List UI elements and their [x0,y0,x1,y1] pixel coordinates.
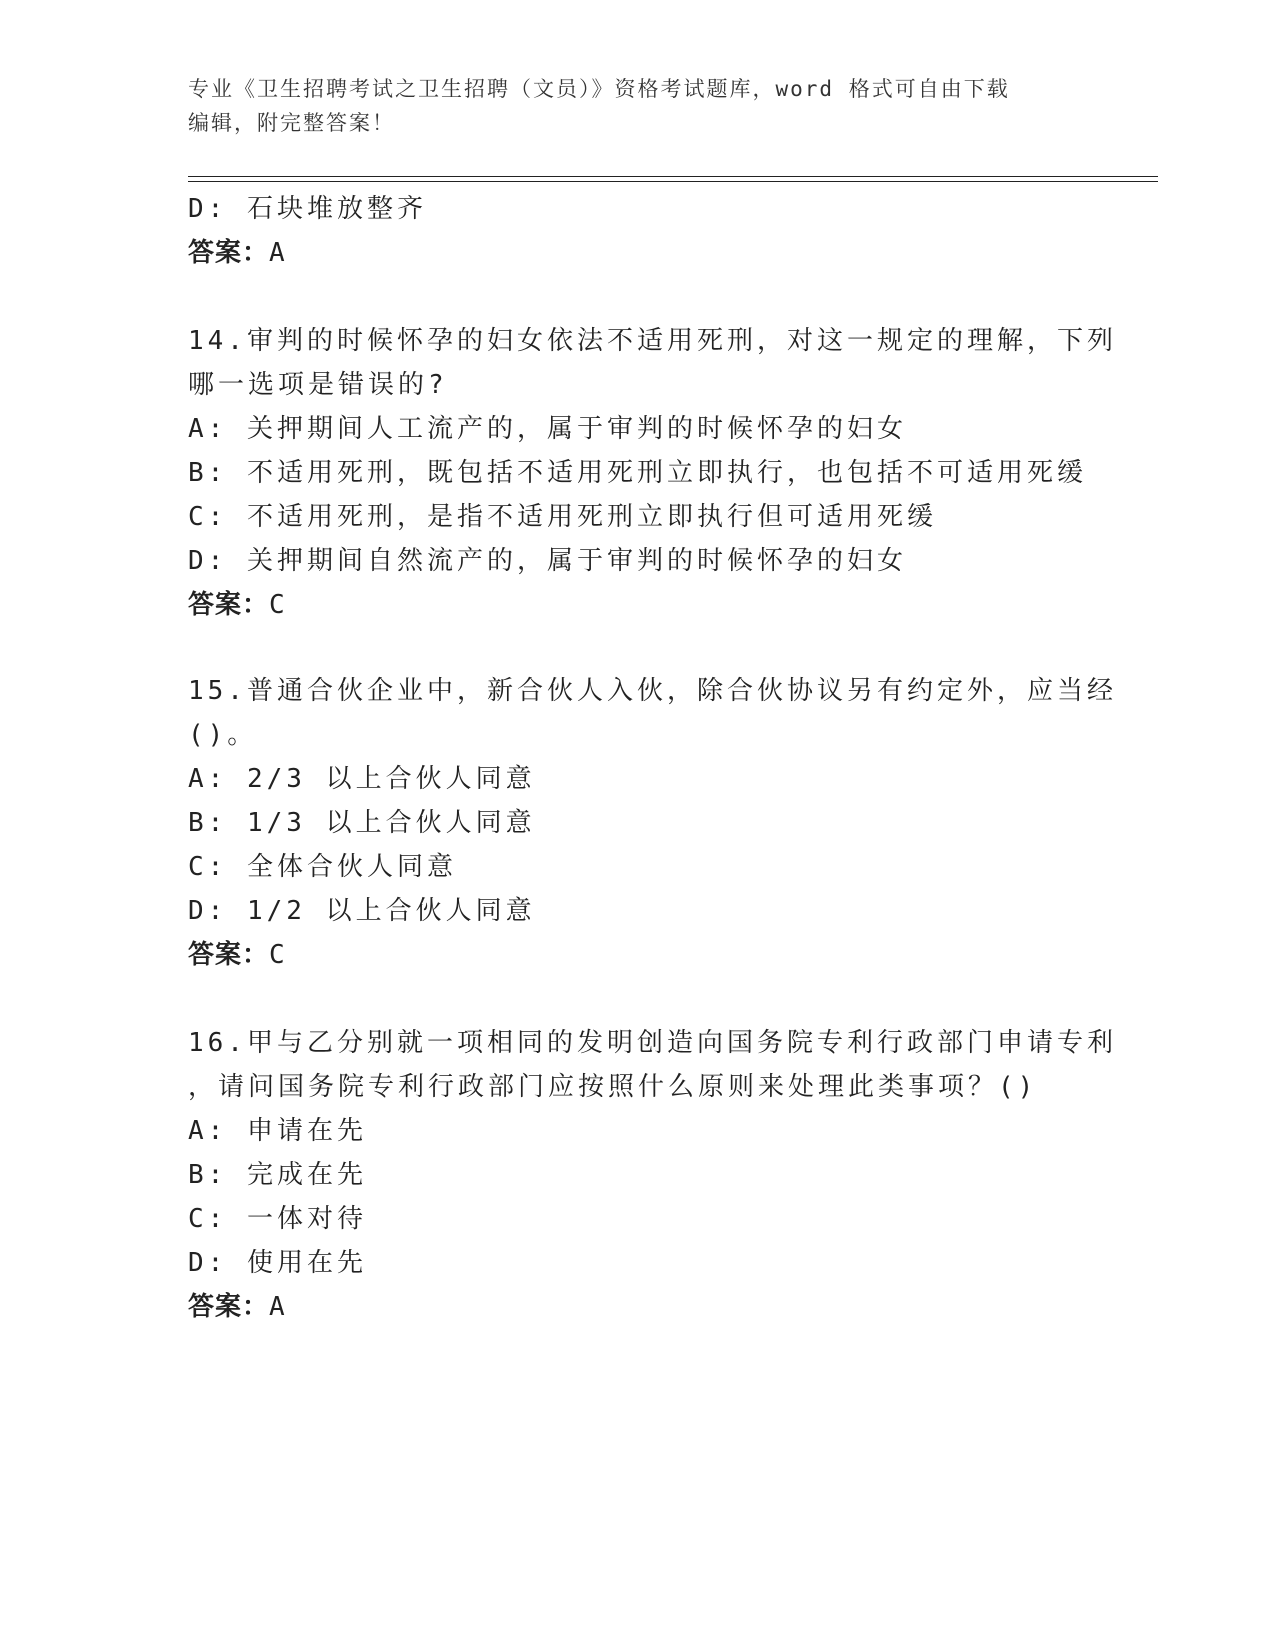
option-b-q15: B: 1/3 以上合伙人同意 [188,808,536,838]
option-d-q13: D: 石块堆放整齐 [188,194,427,224]
option-a-q14: A: 关押期间人工流产的，属于审判的时候怀孕的妇女 [188,414,907,444]
answer-value: A [269,238,286,268]
question-15-line-1: 15.普通合伙企业中，新合伙人入伙，除合伙协议另有约定外，应当经 [188,676,1117,706]
answer-value: A [269,1292,286,1322]
option-c-q15: C: 全体合伙人同意 [188,852,457,882]
answer-label: 答案： [188,590,270,620]
answer-label: 答案： [188,238,270,268]
option-c-q16: C: 一体对待 [188,1204,367,1234]
question-16-line-1: 16.甲与乙分别就一项相同的发明创造向国务院专利行政部门申请专利 [188,1028,1117,1058]
option-a-q15: A: 2/3 以上合伙人同意 [188,764,536,794]
document-header [188,72,1088,140]
option-d-q14: D: 关押期间自然流产的，属于审判的时候怀孕的妇女 [188,546,907,576]
answer-q14 [188,588,286,622]
header-line-2: 编辑，附完整答案！ [188,111,395,135]
option-a-q16: A: 申请在先 [188,1116,367,1146]
answer-q15 [188,938,286,972]
question-14-line-2: 哪一选项是错误的? [188,370,448,400]
header-divider-bottom [188,181,1158,182]
option-b-q16: B: 完成在先 [188,1160,367,1190]
question-14-line-1: 14.审判的时候怀孕的妇女依法不适用死刑，对这一规定的理解，下列 [188,326,1117,356]
option-b-q14: B: 不适用死刑，既包括不适用死刑立即执行，也包括不可适用死缓 [188,458,1087,488]
answer-value: C [269,940,286,970]
question-15-line-2: ()。 [188,720,258,750]
answer-q13 [188,236,286,270]
answer-label: 答案： [188,940,270,970]
option-c-q14: C: 不适用死刑，是指不适用死刑立即执行但可适用死缓 [188,502,937,532]
answer-label: 答案： [188,1292,270,1322]
option-d-q16: D: 使用在先 [188,1248,367,1278]
question-16-line-2: ，请问国务院专利行政部门应按照什么原则来处理此类事项？() [188,1072,1038,1102]
answer-value: C [269,590,286,620]
answer-q16 [188,1290,286,1324]
option-d-q15: D: 1/2 以上合伙人同意 [188,896,536,926]
header-line-1: 专业《卫生招聘考试之卫生招聘（文员）》资格考试题库，word 格式可自由下载 [188,77,1010,101]
header-divider-top [188,176,1158,177]
